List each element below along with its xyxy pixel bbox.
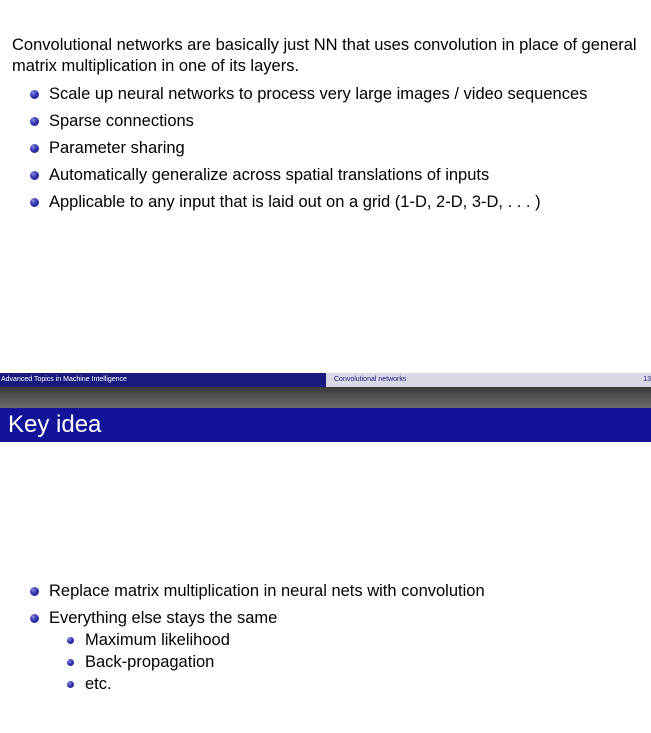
bullet-list-top (30, 84, 587, 219)
footer-course-title: Advanced Topics in Machine Intelligence (0, 373, 326, 387)
sub-bullet-list (67, 630, 503, 695)
bullet-item (30, 84, 587, 104)
bullet-item (30, 165, 587, 185)
bullet-text: Sparse connections (49, 112, 194, 130)
bullet-dot-icon (30, 587, 39, 596)
bullet-list-bottom (30, 581, 485, 702)
sub-bullet-item (67, 652, 503, 673)
intro-paragraph: Convolutional networks are basically just NN that uses convolution in place of general matrix multiplication in one of its layers. (12, 36, 637, 75)
bullet-text: Automatically generalize across spatial translations of inputs (49, 166, 490, 184)
bullet-item (30, 192, 587, 212)
bullet-text: Parameter sharing (49, 139, 185, 157)
sub-bullet-item (67, 674, 503, 695)
sub-bullet-dot-icon (67, 681, 74, 688)
bullet-item (30, 138, 587, 158)
bullet-dot-icon (30, 171, 39, 180)
frame-nav-strip (0, 387, 651, 408)
sub-bullet-text: Maximum likelihood (85, 631, 230, 649)
bullet-dot-icon (30, 117, 39, 126)
bullet-text: Everything else stays the same (49, 609, 278, 627)
bullet-item (30, 581, 485, 601)
footer-section-title: Convolutional networks (334, 376, 407, 383)
sub-bullet-item (67, 630, 503, 651)
frame-title: Key idea (8, 411, 102, 438)
bullet-dot-icon (30, 90, 39, 99)
bullet-dot-icon (30, 144, 39, 153)
frame-title-bar (0, 408, 651, 442)
slide-footer (0, 373, 651, 387)
sub-bullet-dot-icon (67, 659, 74, 666)
sub-bullet-text: etc. (85, 675, 112, 693)
footer-section (326, 373, 651, 387)
sub-bullet-text: Back-propagation (85, 653, 215, 671)
bullet-text: Applicable to any input that is laid out on a grid (1-D, 2-D, 3-D, . . . ) (49, 193, 541, 211)
sub-bullet-dot-icon (67, 637, 74, 644)
bullet-item (30, 111, 587, 131)
bullet-text: Replace matrix multiplication in neural nets with convolution (49, 582, 485, 600)
bullet-text: Scale up neural networks to process very large images / video sequences (49, 85, 588, 103)
bullet-dot-icon (30, 198, 39, 207)
bullet-item (30, 608, 485, 695)
footer-page-number: 13 (643, 376, 651, 383)
bullet-dot-icon (30, 614, 39, 623)
